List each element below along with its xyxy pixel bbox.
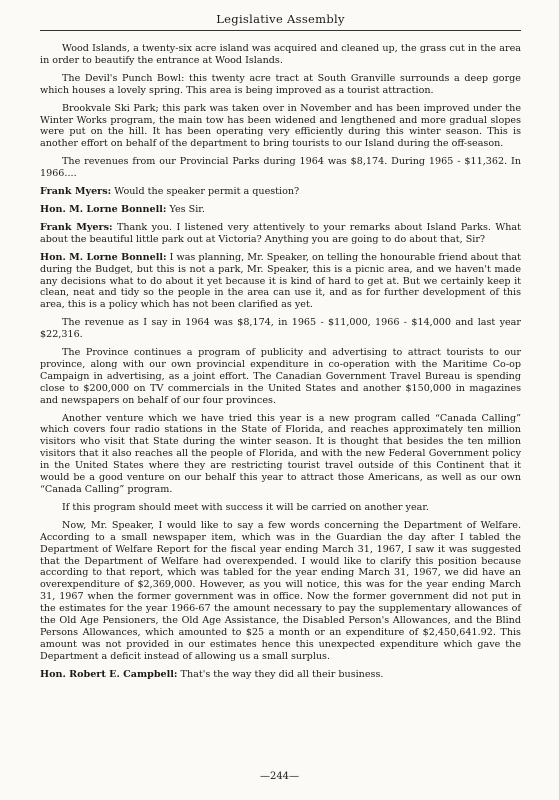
paragraph [40, 317, 521, 341]
paragraph-text: That's the way they did all their business. [180, 668, 384, 680]
speaker-name: Frank Myers: [40, 221, 113, 233]
speaker-name: Hon. M. Lorne Bonnell: [40, 203, 167, 215]
paragraph-text: Wood Islands, a twenty-six acre island was acquired and cleaned up, the grass cut in the area in order to beautify the entrance at Wood Islands. [40, 43, 521, 66]
speech-paragraph [40, 252, 521, 312]
page-header: Legislative Assembly [40, 12, 521, 31]
paragraph-text: The Devil's Punch Bowl: this twenty acre tract at South Granville surrounds a deep gorge which houses a lovely spring. This area is being improved as a tourist attraction. [40, 72, 521, 96]
paragraph-text: Yes Sir. [169, 203, 205, 215]
paragraph [40, 103, 521, 151]
paragraph-text: The revenues from our Provincial Parks during 1964 was $8,174. During 1965 - $11,362. In 1966.... [40, 156, 521, 180]
page-number: —244— [259, 771, 300, 782]
speech-paragraph [40, 186, 521, 198]
speech-paragraph [40, 669, 521, 681]
paragraph-text: The Province continues a program of publicity and advertising to attract tourists to our province, along with our own provincial expenditure in co-operation with the Maritime Co-op Campaign in advertising, as a joint effort. The Canadian Government Travel Bureau is spending close to $200,000 on TV commercials in the United States and another $150,000 in magazines and newspapers on behalf of our four provinces. [40, 347, 521, 406]
paragraph-text: Would the speaker permit a question? [114, 186, 300, 198]
paragraph [40, 502, 521, 514]
body-text [40, 43, 521, 681]
paragraph-text: Brookvale Ski Park; this park was taken over in November and has been improved under the Winter Works program, the main tow has been widened and lengthened and more gradual slopes were put on the hill. It has been operating very efficiently during this winter season. This is another effort on behalf of the department to bring tourists to our Island during the off-season. [40, 102, 521, 150]
speech-paragraph [40, 222, 521, 246]
paragraph [40, 520, 521, 663]
paragraph [40, 156, 521, 180]
paragraph-text: Another venture which we have tried this year is a new program called “Canada Calling” which covers four radio stations in the State of Florida, and reaches approximately ten million visitors who visit that State during the winter season. It is thought that besides the ten million visitors that it also reaches all the people of Florida, and with the new Federal Government policy in the United States where they are restricting tourist travel outside of this Continent that it would be a good venture on our behalf this year to attract those Americans, as well as our own “Canada Calling” program. [40, 412, 521, 495]
paragraph-text: If this program should meet with success it will be carried on another year. [62, 501, 429, 513]
paragraph-text: I was planning, Mr. Speaker, on telling the honourable friend about that during the Budget, but this is not a park, Mr. Speaker, this is a picnic area, and we haven't made any decisions what to do about it yet because it is kind of hard to get at. But we certainly keep it clean, neat and tidy so the people in the area can use it, and as for further development of this area, this is a policy which has not been clarified as yet. [40, 251, 521, 311]
speaker-name: Hon. M. Lorne Bonnell: [40, 251, 167, 263]
speech-paragraph [40, 204, 521, 216]
paragraph [40, 73, 521, 97]
speaker-name: Frank Myers: [40, 186, 112, 198]
paragraph [40, 413, 521, 496]
speaker-name: Hon. Robert E. Campbell: [40, 668, 178, 680]
paragraph-text: The revenue as I say in 1964 was $8,174, in 1965 - $11,000, 1966 - $14,000 and last year $22,316. [40, 317, 521, 341]
paragraph [40, 43, 521, 67]
paragraph-text: Thank you. I listened very attentively to your remarks about Island Parks. What about the beautiful little park out at Victoria? Anything you are going to do about that, Sir? [40, 221, 521, 245]
paragraph [40, 347, 521, 407]
paragraph-text: Now, Mr. Speaker, I would like to say a few words concerning the Department of Welfare. According to a small newspaper item, which was in the Guardian the day after I tabled the Department of Welfare Report for the fiscal year ending March 31, 1967, I saw it was suggested that the Department of Welfare had overexpended. I would like to clarify this position because according to that report, which was tabled for the year ending March 31, 1967, we did have an overexpenditure of $2,369,000. However, as you will notice, this was for the year ending March 31, 1967 when the former government was in office. Now the former government did not put in the estimates for the year 1966-67 the amount necessary to pay the supplementary allowances of the Old Age Pensioners, the Old Age Assistance, the Disabled Person's Allowances, and the Blind Persons Allowances, which amounted to $25 a month or an expenditure of $2,450,641.92. This amount was not provided in our estimates hence this unexpected expenditure which gave the Department a deficit instead of allowing us a small surplus. [40, 519, 521, 662]
